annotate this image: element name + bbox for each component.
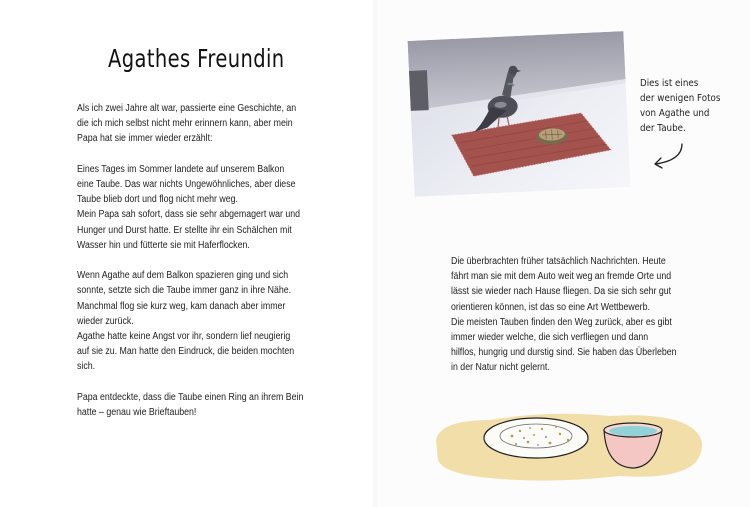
food-and-water-dishes-illustration [430,400,730,490]
book-gutter [373,0,379,507]
left-page-body-text: Als ich zwei Jahre alt war, passierte eine Geschichte, an die ich mich selbst nicht mehr erinnern kann, aber mein Papa hat sie immer wieder erzählt: Eines Tages im Sommer landete auf unserem Balkon eine Taube. Das war nichts Ungewöhnliches, aber diese Taube blieb dort und flog nicht mehr weg. Mein Papa sah sofort, dass sie sehr abgemagert war und Hunger und Durst hatte. Er stellte ihr ein Schälchen mit Wasser hin und fütterte sie mit Haferflocken. Wenn Agathe auf dem Balkon spazieren ging und sich sonnte, setzte sich die Taube immer ganz in ihre Nähe. Manchmal flog sie kurz weg, kam danach aber immer wieder zurück. Agathe hatte keine Angst vor ihr, sondern lief neugierig auf sie zu. Man hatte den Eindruck, die beiden mochten sich. Papa entdeckte, dass die Taube einen Ring an ihrem Bein hatte – genau wie Brieftauben! [77,103,304,419]
right-page-body-text: Die überbrachten früher tatsächlich Nachrichten. Heute fährt man sie mit dem Auto weit weg an fremde Orte und lässt sie wieder nach Hause fliegen. Da sie sich sehr gut orientieren können, ist das so eine Art Wettbewerb. Die meisten Tauben finden den Weg zurück, aber es gibt immer wieder welche, die sich verfliegen und dann hilflos, hungrig und durstig sind. Sie haben das Überleben in der Natur nicht gelernt. [451,256,677,374]
pigeon-tortoise-photo [408,31,631,197]
photo-caption: Dies ist eines der wenigen Fotos von Agathe und der Taube. [640,78,721,134]
page-title: Agathes Freundin [108,44,285,73]
curved-arrow-icon [648,140,688,174]
